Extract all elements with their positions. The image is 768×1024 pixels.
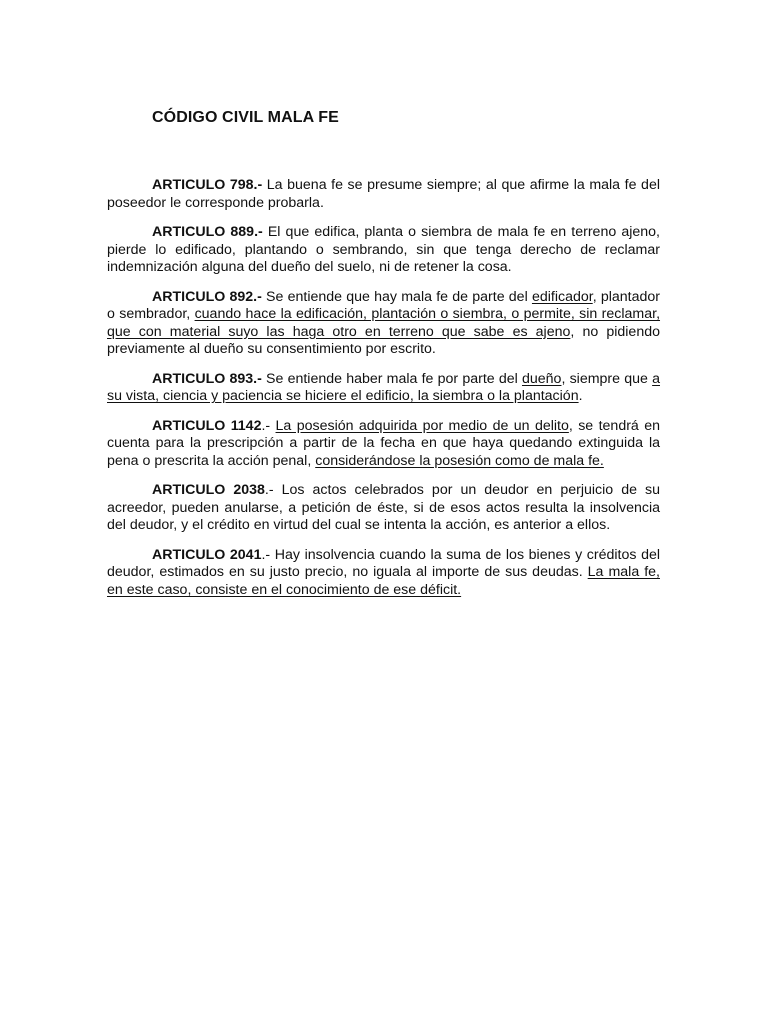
article-text-underlined: a su vista, ciencia y paciencia se hiciere el edificio, la siembra o la plantación	[107, 370, 660, 404]
article-text-underlined: La mala fe, en este caso, consiste en el conocimiento de ese déficit.	[107, 564, 660, 598]
article-text: El que edifica, planta o siembra de mala fe en terreno ajeno, pierde lo edificado, plantando o sembrando, sin que tenga derecho de reclamar indemnización alguna del dueño del suelo, ni de retener la cosa.	[107, 224, 660, 275]
article-paragraph	[107, 224, 660, 277]
article-text: , se tendrá en cuenta para la prescripción a partir de la fecha en que haya quedando extinguida la pena o prescrita la acción penal,	[107, 417, 660, 469]
article-paragraph	[107, 289, 660, 359]
article-paragraph	[107, 418, 660, 471]
article-number: ARTICULO 892.-	[152, 288, 262, 305]
article-text: La buena fe se presume siempre; al que afirme la mala fe del poseedor le corresponde probarla.	[107, 177, 660, 211]
article-number: ARTICULO 2038	[152, 482, 265, 498]
article-number: ARTICULO 1142	[152, 417, 262, 434]
article-text: .-	[261, 417, 276, 434]
article-text: , plantador o sembrador,	[107, 288, 661, 322]
article-text: Se entiende que hay mala fe de parte del	[261, 288, 532, 305]
article-text: .- Los actos celebrados por un deudor en perjuicio de su acreedor, pueden anularse, a petición de éste, si de esos actos resulta la insolvencia del deudor, y el crédito en virtud del cual se intenta la acción, es anterior a ellos.	[107, 482, 661, 533]
article-number: ARTICULO 889.-	[152, 224, 263, 240]
article-text-underlined: dueño	[522, 370, 562, 387]
article-text-underlined: cuando hace la edificación, plantación o siembra, o permite, sin reclamar, que con material suyo las haga otro en terreno que sabe es ajeno	[107, 306, 661, 340]
article-paragraph	[107, 177, 660, 212]
article-paragraph	[107, 547, 660, 600]
article-text: .- Hay insolvencia cuando la suma de los bienes y créditos del deudor, estimados en su justo precio, no iguala al importe de sus deudas.	[107, 546, 660, 580]
article-text: , siempre que	[561, 370, 653, 387]
article-number: ARTICULO 893.-	[152, 370, 262, 387]
article-text: , no pidiendo previamente al dueño su consentimiento por escrito.	[107, 323, 660, 357]
article-paragraph	[107, 371, 660, 406]
document-title: CÓDIGO CIVIL MALA FE	[152, 109, 339, 126]
article-text: .	[578, 388, 583, 404]
article-text-underlined: edificador	[531, 288, 593, 305]
article-text-underlined: considerándose la posesión como de mala fe.	[315, 452, 604, 469]
article-number: ARTICULO 798.-	[152, 177, 263, 193]
article-paragraph	[107, 482, 660, 535]
article-text: Se entiende haber mala fe por parte del	[261, 370, 522, 387]
articles-list	[107, 177, 660, 611]
article-text-underlined: La posesión adquirida por medio de un delito	[275, 417, 569, 434]
article-number: ARTICULO 2041	[152, 546, 262, 563]
